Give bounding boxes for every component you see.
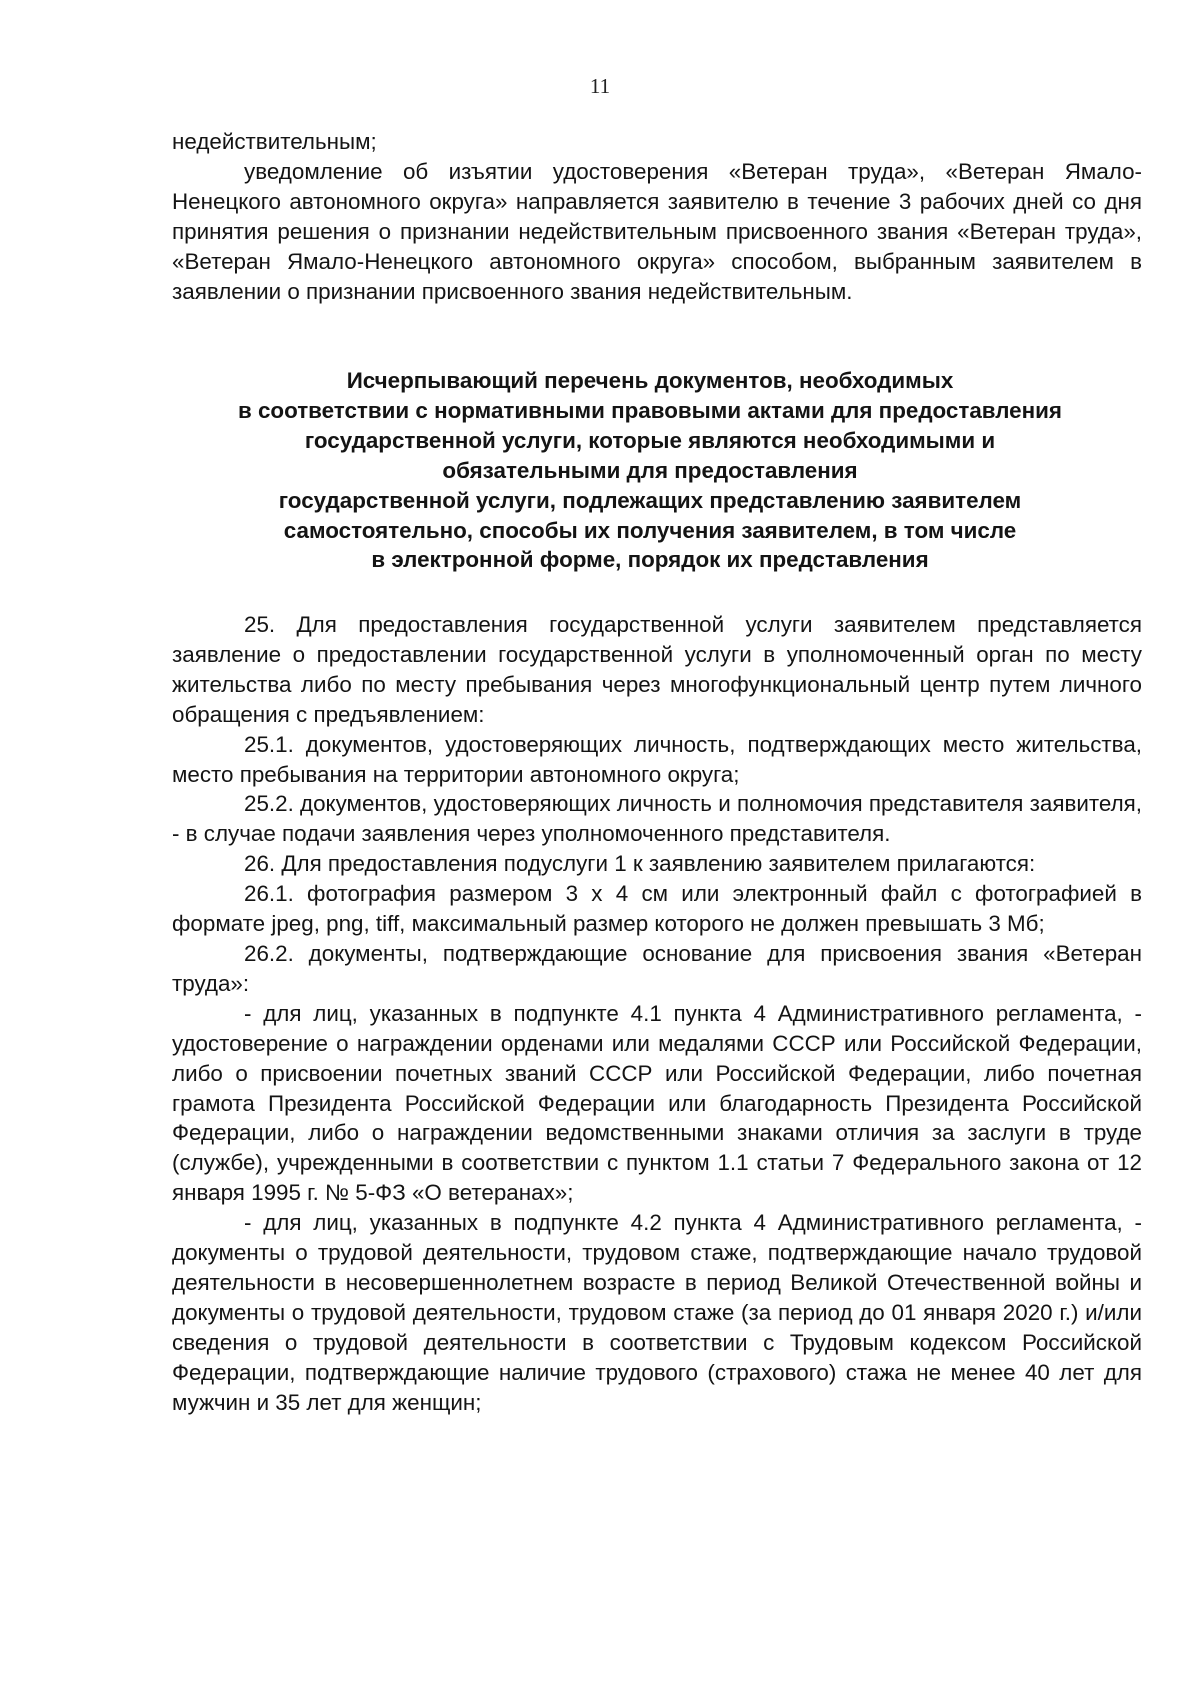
heading-line: Исчерпывающий перечень документов, необходимых <box>346 368 954 393</box>
paragraph-25-1: 25.1. документов, удостоверяющих личность, подтверждающих место жительства, место пребывания на территории автономного округа; <box>172 731 1142 787</box>
paragraph-25: 25. Для предоставления государственной услуги заявителем представляется заявление о предоставлении государственной услуги в уполномоченный орган по месту жительства либо по месту пребывания через многофункциональный центр путем личного обращения с предъявлением: <box>172 612 1142 727</box>
paragraph-25-2: 25.2. документов, удостоверяющих личность и полномочия представителя заявителя, - в случае подачи заявления через уполномоченного представителя. <box>172 791 1142 847</box>
list-item-4-2: - для лиц, указанных в подпункте 4.2 пункта 4 Административного регламента, - документы о трудовой деятельности, трудовом стаже, подтверждающие начало трудовой деятельности в несовершеннолетнем возрасте в период Великой Отечественной войны и документы о трудовой деятельности, трудовом стаже (за период до 01 января 2020 г.) и/или сведения о трудовой деятельности в соответствии с Трудовым кодексом Российской Федерации, подтверждающие наличие трудового (страхового) стажа не менее 40 лет для мужчин и 35 лет для женщин; <box>172 1210 1142 1415</box>
heading-line: государственной услуги, подлежащих представлению заявителем <box>278 487 1022 513</box>
section-heading <box>150 366 1150 575</box>
paragraph-26-2: 26.2. документы, подтверждающие основание для присвоения звания «Ветеран труда»: <box>172 940 1142 996</box>
paragraph-26: 26. Для предоставления подуслуги 1 к заявлению заявителем прилагаются: <box>244 851 1036 877</box>
heading-line: самостоятельно, способы их получения заявителем, в том числе <box>283 517 1017 543</box>
main-text-block <box>172 610 1142 1417</box>
page-number: 11 <box>589 74 611 98</box>
heading-line: государственной услуги, которые являются необходимыми и <box>304 427 996 453</box>
paragraph: недействительным; <box>172 129 377 154</box>
list-item-4-1: - для лиц, указанных в подпункте 4.1 пункта 4 Административного регламента, - удостоверение о награждении орденами или медалями СССР или Российской Федерации, либо о присвоении почетных званий СССР или Российской Федерации, либо почетная грамота Президента Российской Федерации или благодарность Президента Российской Федерации, либо о награждении ведомственными знаками отличия за заслуги в труде (службе), учрежденными в соответствии с пунктом 1.1 статьи 7 Федерального закона от 12 января 1995 г. № 5-ФЗ «О ветеранах»; <box>172 1000 1142 1206</box>
top-text-block <box>172 127 1142 306</box>
heading-line: в соответствии с нормативными правовыми актами для предоставления <box>237 397 1062 423</box>
heading-line: обязательными для предоставления <box>442 457 858 483</box>
paragraph-26-1: 26.1. фотография размером 3 х 4 см или электронный файл с фотографией в формате jpeg, png, tiff, максимальный размер которого не должен превышать 3 Мб; <box>172 881 1142 937</box>
paragraph: уведомление об изъятии удостоверения «Ветеран труда», «Ветеран Ямало-Ненецкого автономного округа» направляется заявителю в течение 3 рабочих дней со дня принятия решения о признании недействительным присвоенного звания «Ветеран труда», «Ветеран Ямало-Ненецкого автономного округа» способом, выбранным заявителем в заявлении о признании присвоенного звания недействительным. <box>172 158 1142 304</box>
heading-line: в электронной форме, порядок их представления <box>371 547 929 573</box>
